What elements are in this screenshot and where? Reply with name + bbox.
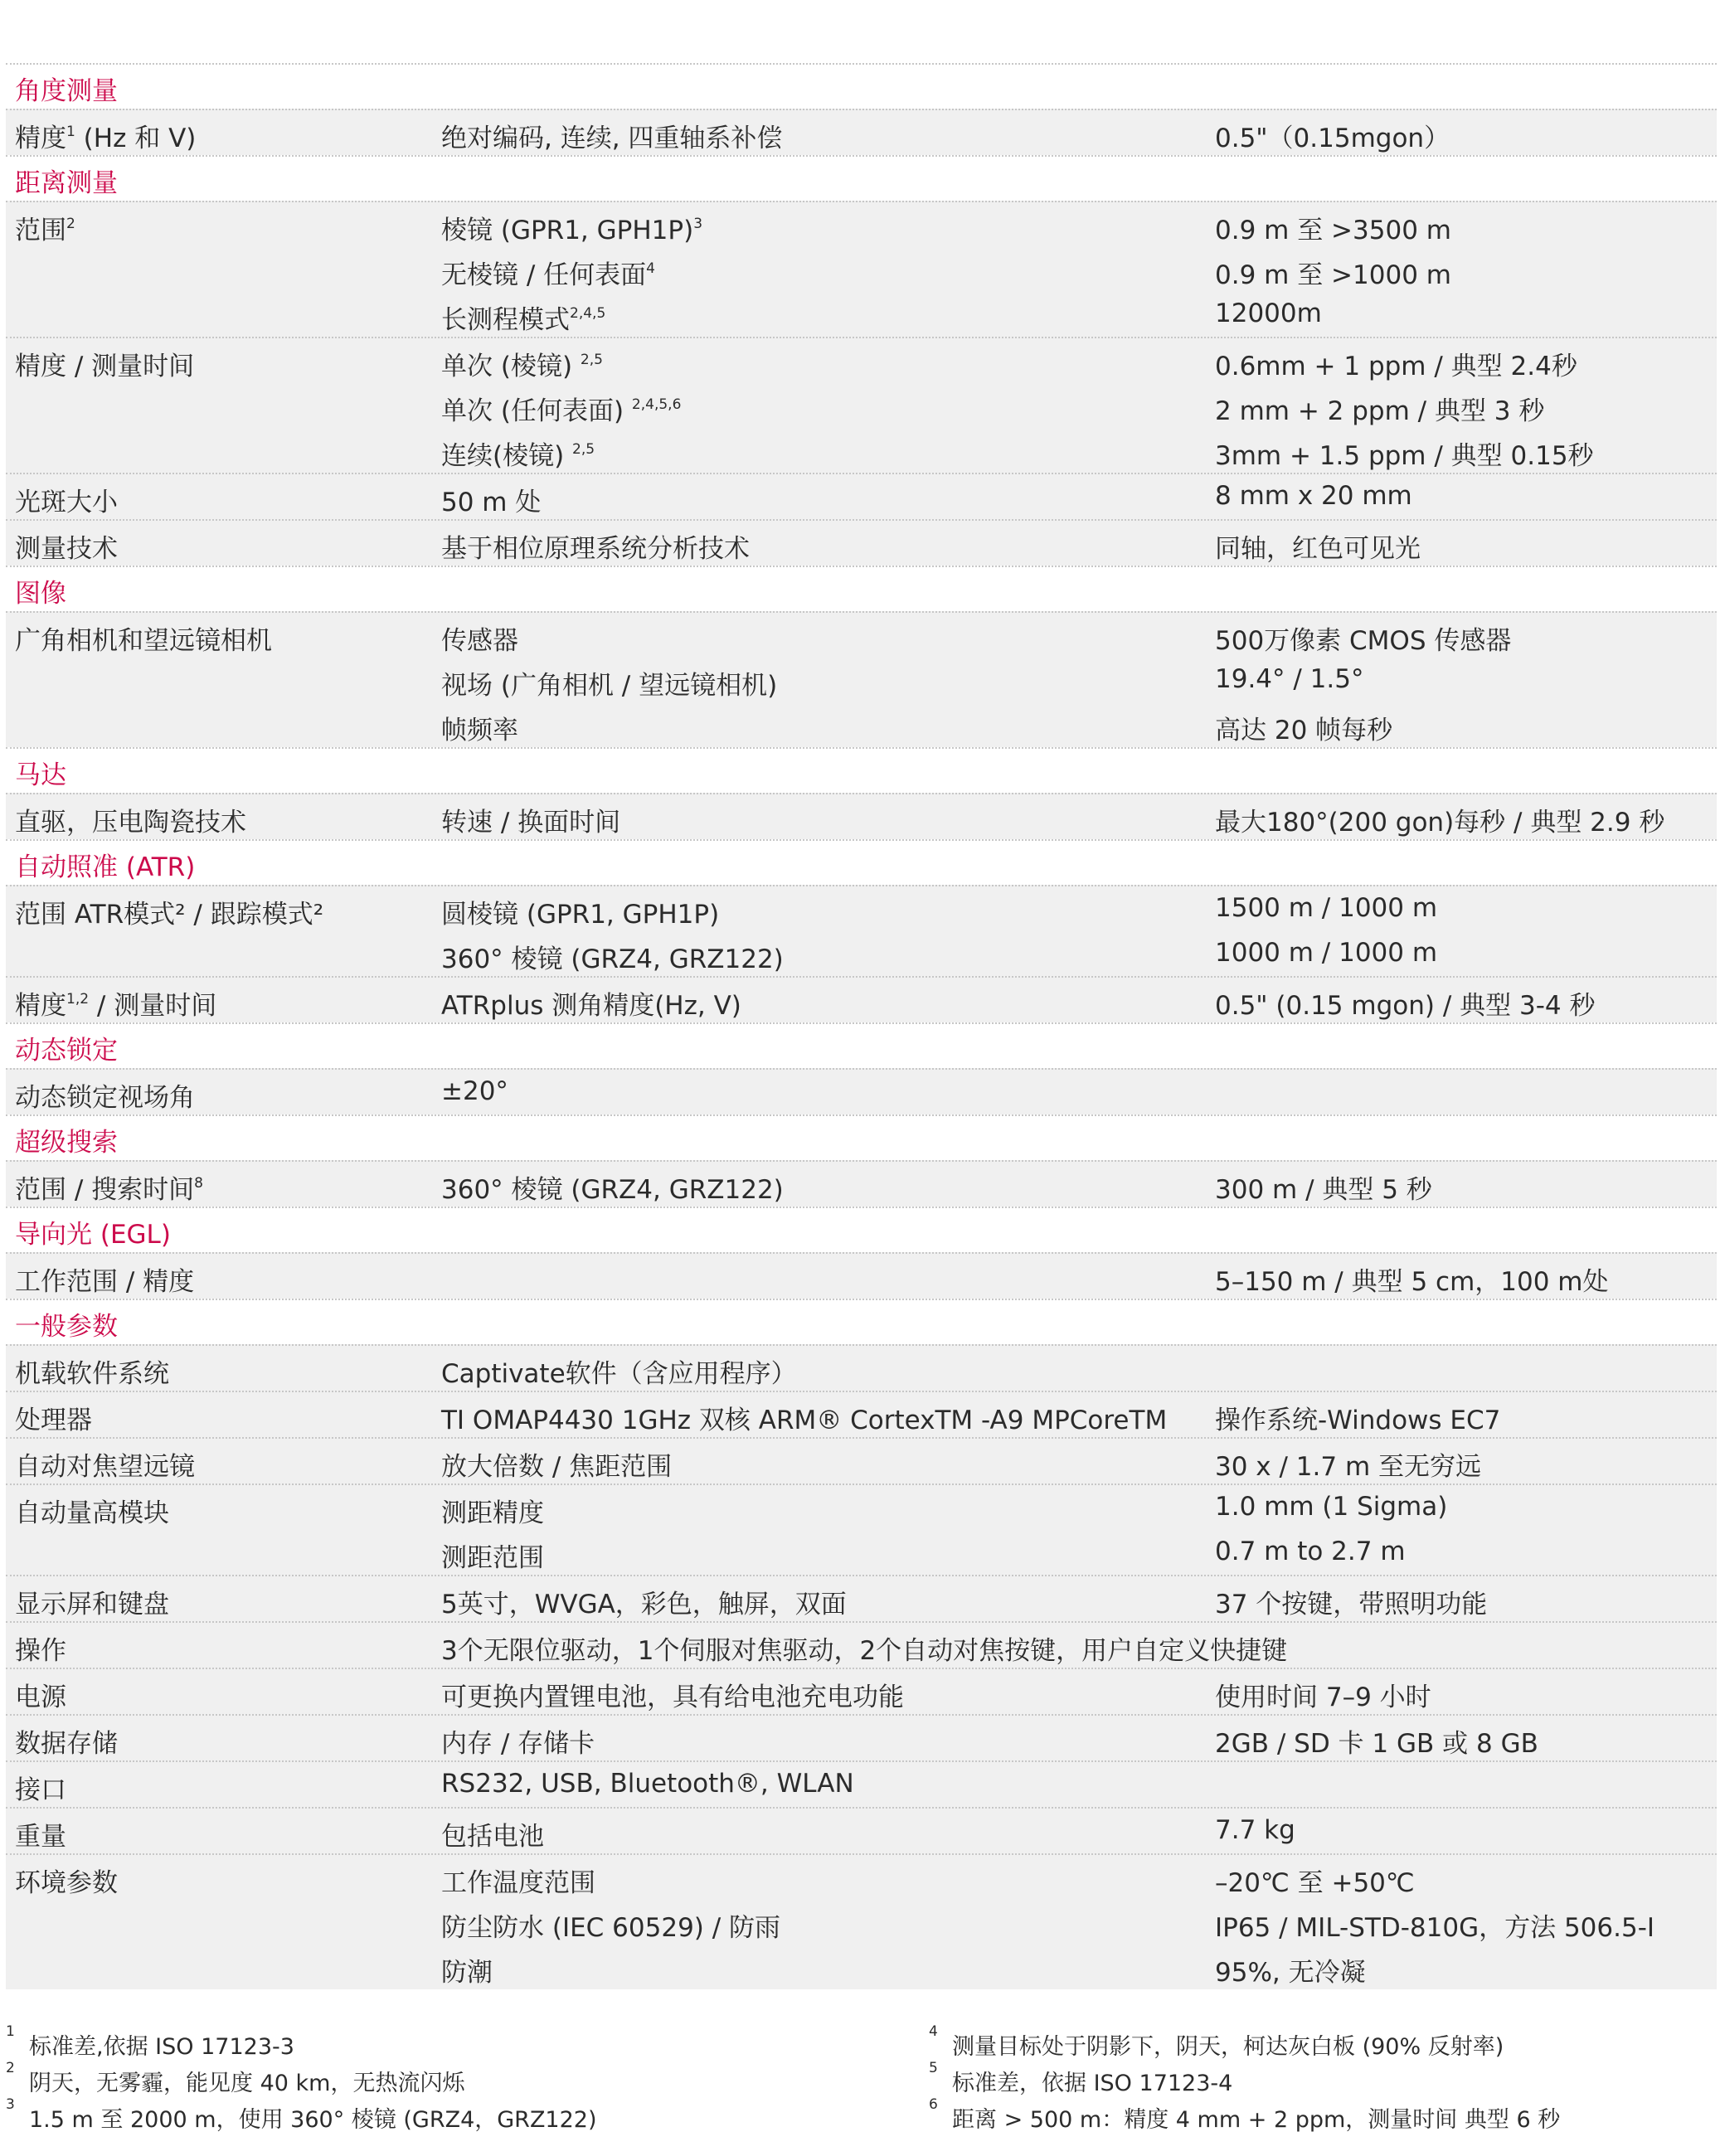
label-text: 机载软件系统 bbox=[15, 1359, 169, 1389]
detail-text: Captivate软件（含应用程序） bbox=[441, 1359, 797, 1389]
spec-line bbox=[6, 474, 1717, 519]
detail-text: RS232, USB, Bluetooth®, WLAN bbox=[441, 1769, 854, 1799]
spec-line bbox=[6, 1485, 1717, 1530]
footnote-number: 3 bbox=[6, 2096, 15, 2113]
spec-line bbox=[6, 1900, 1717, 1945]
spec-detail bbox=[441, 664, 777, 702]
label-text: 自动对焦望远镜 bbox=[15, 1452, 195, 1482]
section-header bbox=[6, 1022, 1717, 1068]
spec-detail bbox=[441, 619, 518, 657]
spec-label bbox=[15, 209, 75, 246]
spec-label bbox=[15, 1629, 66, 1667]
detail-text: 内存 / 存储卡 bbox=[441, 1729, 595, 1759]
spec-line bbox=[6, 1392, 1717, 1437]
spec-line bbox=[6, 978, 1717, 1022]
footnote-number: 4 bbox=[929, 2023, 938, 2040]
footnotes bbox=[6, 2023, 1717, 2153]
section-header bbox=[6, 63, 1717, 109]
section-title: 角度测量 bbox=[15, 76, 118, 106]
spec-table bbox=[6, 63, 1717, 1989]
spec-line bbox=[6, 247, 1717, 292]
footnote-text: 标准差,依据 ISO 17123-3 bbox=[29, 2034, 294, 2060]
spec-label bbox=[15, 345, 194, 382]
section-title: 超级搜索 bbox=[15, 1128, 118, 1158]
detail-text: 防尘防水 (IEC 60529) / 防雨 bbox=[441, 1913, 781, 1943]
spec-value: 0.6mm + 1 ppm / 典型 2.4秒 bbox=[1215, 352, 1577, 381]
label-text: 精度 bbox=[15, 124, 66, 153]
spec-detail bbox=[441, 209, 702, 246]
spec-detail bbox=[441, 117, 782, 154]
spec-detail bbox=[441, 1076, 508, 1106]
detail-text: 长测程模式 bbox=[441, 305, 570, 335]
spec-value: –20℃ 至 +50℃ bbox=[1215, 1868, 1415, 1898]
spec-detail bbox=[441, 1862, 595, 1899]
spec-row bbox=[6, 1760, 1717, 1807]
spec-line bbox=[6, 1855, 1717, 1900]
detail-text: 测距范围 bbox=[441, 1543, 544, 1573]
spec-line bbox=[6, 794, 1717, 839]
spec-detail bbox=[441, 1676, 904, 1713]
spec-value: 2GB / SD 卡 1 GB 或 8 GB bbox=[1215, 1729, 1538, 1759]
spec-detail bbox=[441, 254, 655, 291]
section-header bbox=[6, 1207, 1717, 1252]
detail-text: 工作温度范围 bbox=[441, 1868, 595, 1898]
spec-row bbox=[6, 1483, 1717, 1575]
spec-value: 0.5" (0.15 mgon) / 典型 3-4 秒 bbox=[1215, 991, 1596, 1021]
detail-text: 帧频率 bbox=[441, 716, 518, 745]
spec-detail bbox=[441, 1722, 595, 1760]
detail-text: 连续(棱镜) bbox=[441, 441, 573, 471]
detail-text: 视场 (广角相机 / 望远镜相机) bbox=[441, 671, 778, 701]
section-title: 自动照准 (ATR) bbox=[15, 852, 196, 882]
spec-label bbox=[15, 801, 246, 838]
footnote-text: 测量目标处于阴影下，阴天，柯达灰白板 (90% 反射率) bbox=[952, 2034, 1504, 2060]
detail-text: ±20° bbox=[441, 1076, 508, 1106]
spec-value: 12000m bbox=[1215, 299, 1322, 328]
spec-value: 0.9 m 至 >1000 m bbox=[1215, 260, 1451, 290]
spec-label bbox=[15, 481, 118, 518]
spec-detail bbox=[441, 1583, 847, 1620]
detail-text: 3个无限位驱动，1个伺服对焦驱动，2个自动对焦按键，用户自定义快捷键 bbox=[441, 1636, 1288, 1666]
spec-value: 2 mm + 2 ppm / 典型 3 秒 bbox=[1215, 396, 1545, 426]
section-header bbox=[6, 747, 1717, 793]
footnote-ref: 1,2 bbox=[66, 991, 90, 1008]
spec-row bbox=[6, 1437, 1717, 1483]
spec-row bbox=[6, 473, 1717, 519]
spec-row bbox=[6, 1344, 1717, 1391]
spec-detail bbox=[441, 1951, 493, 1988]
detail-text: ATRplus 测角精度(Hz, V) bbox=[441, 991, 741, 1021]
spec-label bbox=[15, 893, 323, 930]
label-text: 数据存储 bbox=[15, 1729, 118, 1759]
spec-line bbox=[6, 931, 1717, 976]
spec-label bbox=[15, 1352, 169, 1390]
footnote-ref: 8 bbox=[194, 1175, 203, 1192]
spec-detail bbox=[441, 984, 741, 1022]
spec-value: 95%, 无冷凝 bbox=[1215, 1958, 1366, 1988]
spec-value: IP65 / MIL-STD-810G，方法 506.5-I bbox=[1215, 1913, 1655, 1943]
spec-line bbox=[6, 202, 1717, 247]
spec-row bbox=[6, 885, 1717, 976]
section-header bbox=[6, 839, 1717, 885]
section-title: 图像 bbox=[15, 579, 66, 609]
spec-line bbox=[6, 1576, 1717, 1621]
detail-text: 单次 (任何表面) bbox=[441, 396, 632, 426]
footnote-ref: 4 bbox=[646, 260, 655, 277]
footnote-number: 6 bbox=[929, 2096, 938, 2113]
spec-value: 使用时间 7–9 小时 bbox=[1215, 1683, 1431, 1712]
detail-text: 基于相位原理系统分析技术 bbox=[441, 534, 750, 564]
spec-row bbox=[6, 793, 1717, 839]
spec-detail bbox=[441, 1399, 1167, 1436]
detail-text: 360° 棱镜 (GRZ4, GRZ122) bbox=[441, 1175, 784, 1205]
spec-label bbox=[15, 1399, 92, 1436]
spec-detail bbox=[441, 299, 605, 336]
spec-value: 1000 m / 1000 m bbox=[1215, 938, 1438, 968]
footnote-ref: 3 bbox=[693, 216, 703, 232]
detail-text: 包括电池 bbox=[441, 1822, 544, 1852]
spec-detail bbox=[441, 1352, 797, 1390]
spec-line bbox=[6, 428, 1717, 473]
spec-detail bbox=[441, 1769, 854, 1799]
spec-label bbox=[15, 1722, 118, 1760]
spec-label bbox=[15, 1168, 203, 1206]
spec-detail bbox=[441, 1629, 1287, 1667]
label-text: 接口 bbox=[15, 1775, 66, 1805]
spec-row bbox=[6, 611, 1717, 747]
spec-label bbox=[15, 1260, 194, 1298]
spec-row bbox=[6, 1391, 1717, 1437]
spec-label bbox=[15, 1583, 169, 1620]
footnote-ref: 2,5 bbox=[580, 352, 603, 368]
spec-value: 3mm + 1.5 ppm / 典型 0.15秒 bbox=[1215, 441, 1594, 471]
spec-line bbox=[6, 1809, 1717, 1853]
spec-label bbox=[15, 1445, 195, 1483]
spec-value: 500万像素 CMOS 传感器 bbox=[1215, 626, 1512, 656]
spec-detail bbox=[441, 527, 750, 565]
spec-value: 5–150 m / 典型 5 cm，100 m处 bbox=[1215, 1267, 1609, 1297]
detail-text: 防潮 bbox=[441, 1958, 493, 1988]
label-text: 自动量高模块 bbox=[15, 1498, 169, 1528]
detail-text: 测距精度 bbox=[441, 1498, 544, 1528]
spec-value: 1.0 mm (1 Sigma) bbox=[1215, 1492, 1448, 1522]
spec-line bbox=[6, 1945, 1717, 1989]
spec-line bbox=[6, 1162, 1717, 1207]
spec-label bbox=[15, 1862, 118, 1899]
footnote-number: 2 bbox=[6, 2060, 15, 2076]
footnote-ref: 2 bbox=[66, 216, 75, 232]
spec-label bbox=[15, 984, 216, 1022]
spec-detail bbox=[441, 435, 595, 472]
section-title: 距离测量 bbox=[15, 168, 118, 198]
spec-line bbox=[6, 110, 1717, 155]
detail-text: 圆棱镜 (GPR1, GPH1P) bbox=[441, 900, 720, 930]
spec-label bbox=[15, 1769, 66, 1806]
section-title: 动态锁定 bbox=[15, 1036, 118, 1066]
label-suffix: / 测量时间 bbox=[89, 991, 217, 1021]
label-text: 精度 bbox=[15, 991, 66, 1021]
spec-value: 0.5"（0.15mgon） bbox=[1215, 124, 1450, 153]
spec-detail bbox=[441, 1537, 544, 1574]
spec-row bbox=[6, 1714, 1717, 1760]
spec-line bbox=[6, 1070, 1717, 1114]
spec-row bbox=[6, 1160, 1717, 1207]
label-text: 重量 bbox=[15, 1822, 66, 1852]
footnote-ref: 2,4,5 bbox=[570, 305, 606, 322]
section-header bbox=[6, 155, 1717, 201]
spec-line bbox=[6, 658, 1717, 702]
footnote-text: 1.5 m 至 2000 m，使用 360° 棱镜 (GRZ4，GRZ122) bbox=[29, 2107, 597, 2133]
section-header bbox=[6, 1114, 1717, 1160]
spec-label bbox=[15, 1815, 66, 1853]
footnote-text: 标准差，依据 ISO 17123-4 bbox=[952, 2071, 1233, 2096]
spec-row bbox=[6, 1621, 1717, 1668]
detail-text: TI OMAP4430 1GHz 双核 ARM® CortexTM -A9 MPCoreTM bbox=[441, 1406, 1168, 1435]
spec-row bbox=[6, 1668, 1717, 1714]
spec-line bbox=[6, 1254, 1717, 1299]
spec-row bbox=[6, 519, 1717, 566]
section-title: 马达 bbox=[15, 760, 66, 790]
spec-label bbox=[15, 1676, 66, 1713]
label-text: 范围 ATR模式² / 跟踪模式² bbox=[15, 900, 324, 930]
detail-text: 50 m 处 bbox=[441, 488, 542, 517]
spec-label bbox=[15, 1492, 169, 1529]
label-text: 处理器 bbox=[15, 1406, 92, 1435]
detail-text: 传感器 bbox=[441, 626, 518, 656]
label-text: 光斑大小 bbox=[15, 488, 118, 517]
spec-value: 最大180°(200 gon)每秒 / 典型 2.9 秒 bbox=[1215, 808, 1665, 838]
section-title: 导向光 (EGL) bbox=[15, 1220, 171, 1250]
label-text: 广角相机和望远镜相机 bbox=[15, 626, 272, 656]
spec-detail bbox=[441, 1815, 544, 1853]
label-text: 操作 bbox=[15, 1636, 66, 1666]
spec-detail bbox=[441, 709, 518, 746]
spec-line bbox=[6, 1623, 1717, 1668]
footnote-ref: 1 bbox=[66, 124, 75, 140]
section-header bbox=[6, 566, 1717, 611]
spec-row bbox=[6, 1068, 1717, 1114]
spec-label bbox=[15, 117, 196, 154]
label-text: 测量技术 bbox=[15, 534, 118, 564]
spec-row bbox=[6, 201, 1717, 337]
spec-line bbox=[6, 1439, 1717, 1483]
spec-line bbox=[6, 1762, 1717, 1807]
spec-label bbox=[15, 1076, 195, 1114]
footnote-number: 1 bbox=[6, 2023, 15, 2040]
detail-text: 360° 棱镜 (GRZ4, GRZ122) bbox=[441, 944, 784, 974]
spec-value: 高达 20 帧每秒 bbox=[1215, 716, 1393, 745]
spec-line bbox=[6, 702, 1717, 747]
footnote-ref: 2,5 bbox=[572, 441, 595, 458]
spec-detail bbox=[441, 345, 603, 382]
spec-value: 8 mm x 20 mm bbox=[1215, 481, 1412, 511]
spec-line bbox=[6, 1716, 1717, 1760]
detail-text: 棱镜 (GPR1, GPH1P) bbox=[441, 216, 694, 245]
label-text: 环境参数 bbox=[15, 1868, 118, 1898]
spec-detail bbox=[441, 893, 719, 930]
detail-text: 放大倍数 / 焦距范围 bbox=[441, 1452, 673, 1482]
spec-value: 300 m / 典型 5 秒 bbox=[1215, 1175, 1432, 1205]
spec-line bbox=[6, 1669, 1717, 1714]
spec-line bbox=[6, 886, 1717, 931]
spec-row bbox=[6, 1853, 1717, 1989]
detail-text: 无棱镜 / 任何表面 bbox=[441, 260, 647, 290]
spec-line bbox=[6, 521, 1717, 566]
detail-text: 5英寸，WVGA，彩色，触屏，双面 bbox=[441, 1590, 847, 1619]
spec-detail bbox=[441, 1168, 784, 1206]
spec-line bbox=[6, 1530, 1717, 1575]
detail-text: 绝对编码, 连续, 四重轴系补偿 bbox=[441, 124, 783, 153]
spec-detail bbox=[441, 801, 620, 838]
detail-text: 单次 (棱镜) bbox=[441, 352, 581, 381]
spec-label bbox=[15, 527, 118, 565]
footnote-text: 距离 > 500 m：精度 4 mm + 2 ppm，测量时间 典型 6 秒 bbox=[952, 2107, 1561, 2133]
label-text: 范围 / 搜索时间 bbox=[15, 1175, 195, 1205]
section-header bbox=[6, 1299, 1717, 1344]
spec-detail bbox=[441, 481, 541, 518]
spec-line bbox=[6, 292, 1717, 337]
spec-detail bbox=[441, 938, 784, 975]
label-text: 动态锁定视场角 bbox=[15, 1083, 195, 1113]
spec-detail bbox=[441, 1445, 672, 1483]
spec-row bbox=[6, 337, 1717, 473]
spec-line bbox=[6, 338, 1717, 383]
spec-value: 19.4° / 1.5° bbox=[1215, 664, 1364, 694]
spec-value: 操作系统-Windows EC7 bbox=[1215, 1406, 1501, 1435]
spec-line bbox=[6, 383, 1717, 428]
label-text: 工作范围 / 精度 bbox=[15, 1267, 195, 1297]
spec-value: 同轴，红色可见光 bbox=[1215, 534, 1421, 564]
detail-text: 可更换内置锂电池，具有给电池充电功能 bbox=[441, 1683, 904, 1712]
spec-row bbox=[6, 976, 1717, 1022]
spec-line bbox=[6, 1346, 1717, 1391]
label-suffix: (Hz 和 V) bbox=[75, 124, 197, 153]
spec-row bbox=[6, 1807, 1717, 1853]
label-text: 电源 bbox=[15, 1683, 66, 1712]
footnote-ref: 2,4,5,6 bbox=[631, 396, 682, 413]
detail-text: 转速 / 换面时间 bbox=[441, 808, 621, 838]
label-text: 显示屏和键盘 bbox=[15, 1590, 169, 1619]
spec-row bbox=[6, 1252, 1717, 1299]
spec-value: 37 个按键，带照明功能 bbox=[1215, 1590, 1488, 1619]
spec-value: 0.9 m 至 >3500 m bbox=[1215, 216, 1451, 245]
section-title: 一般参数 bbox=[15, 1312, 118, 1342]
label-text: 直驱，压电陶瓷技术 bbox=[15, 808, 246, 838]
spec-label bbox=[15, 619, 272, 657]
spec-value: 1500 m / 1000 m bbox=[1215, 893, 1438, 923]
footnote-number: 5 bbox=[929, 2060, 938, 2076]
spec-value: 7.7 kg bbox=[1215, 1815, 1295, 1845]
label-text: 范围 bbox=[15, 216, 66, 245]
spec-value: 0.7 m to 2.7 m bbox=[1215, 1537, 1406, 1566]
label-text: 精度 / 测量时间 bbox=[15, 352, 195, 381]
spec-detail bbox=[441, 390, 681, 427]
spec-line bbox=[6, 613, 1717, 658]
spec-detail bbox=[441, 1906, 780, 1944]
footnote-text: 阴天，无雾霾，能见度 40 km，无热流闪烁 bbox=[29, 2071, 465, 2096]
spec-row bbox=[6, 109, 1717, 155]
spec-row bbox=[6, 1575, 1717, 1621]
spec-value: 30 x / 1.7 m 至无穷远 bbox=[1215, 1452, 1482, 1482]
spec-detail bbox=[441, 1492, 544, 1529]
